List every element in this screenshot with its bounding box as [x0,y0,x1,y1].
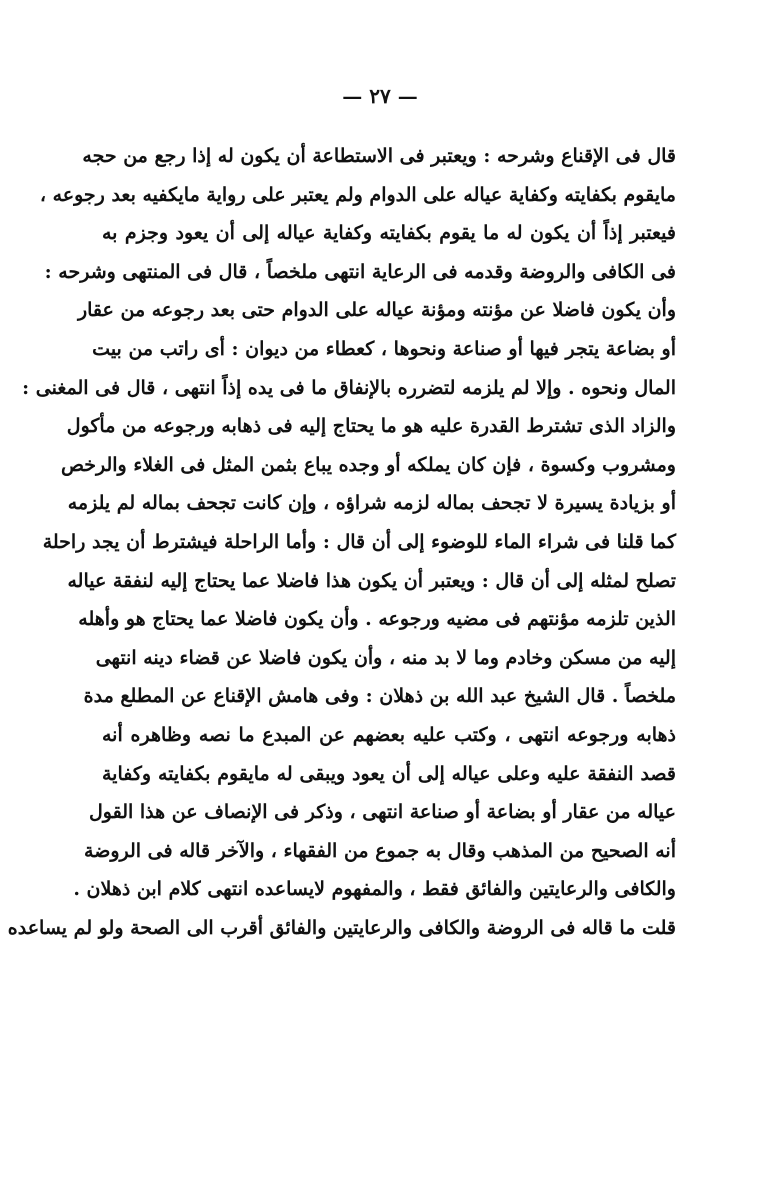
text-line: قصد النفقة عليه وعلى عياله إلى أن يعود ويبقى له مايقوم بكفايته وكفاية [102,762,676,785]
text-line: تصلح لمثله إلى أن قال : ويعتبر أن يكون هذا فاضلا عما يحتاج إليه لنفقة عياله [67,569,676,592]
text-line: إليه من مسكن وخادم وما لا بد منه ، وأن يكون فاضلا عن قضاء دينه انتهى [95,646,676,669]
text-line: مايقوم بكفايته وكفاية عياله على الدوام ولم يعتبر على رواية مايكفيه بعد رجوعه ، [39,183,676,206]
page-number: — ٢٧ — [342,84,418,108]
text-line: ذهابه ورجوعه انتهى ، وكتب عليه بعضهم عن المبدع ما نصه وظاهره أنه [102,723,676,746]
text-line: قال فى الإقناع وشرحه : ويعتبر فى الاستطاعة أن يكون له إذا رجع من حجه [82,145,676,167]
text-line: وأن يكون فاضلا عن مؤنته ومؤنة عياله على الدوام حتى بعد رجوعه من عقار [77,299,676,322]
text-line: المال ونحوه . وإلا لم يلزمه لتضرره بالإنفاق ما فى يده إذاً انتهى ، قال فى المغنى : [22,376,676,399]
text-line: أو بضاعة يتجر فيها أو صناعة ونحوها ، كعطاء من ديوان : أى راتب من بيت [92,337,676,360]
text-line: ومشروب وكسوة ، فإن كان يملكه أو وجده يباع بثمن المثل فى الغلاء والرخص [60,453,676,476]
text-line: فى الكافى والروضة وقدمه فى الرعاية انتهى ملخصاً ، قال فى المنتهى وشرحه : [44,260,676,283]
text-line: أو بزيادة يسيرة لا تجحف بماله لزمه شراؤه ، وإن كانت تجحف بماله لم يلزمه [67,492,676,515]
text-line: والزاد الذى تشترط القدرة عليه هو ما يحتاج إليه فى ذهابه ورجوعه من مأكول [66,415,676,438]
body-text [7,137,676,947]
text-line: الذين تلزمه مؤنتهم فى مضيه ورجوعه . وأن يكون فاضلا عما يحتاج هو وأهله [78,608,676,631]
text-line: قلت ما قاله فى الروضة والكافى والرعايتين والفائق أقرب الى الصحة ولو لم يساعده [7,916,676,939]
text-line: فيعتبر إذاً أن يكون له ما يقوم بكفايته وكفاية عياله إلى أن يعود وجزم به [102,222,676,245]
text-line: أنه الصحيح من المذهب وقال به جموع من الفقهاء ، والآخر قاله فى الروضة [84,839,676,862]
text-line: والكافى والرعايتين والفائق فقط ، والمفهوم لايساعده انتهى كلام ابن ذهلان . [73,878,676,901]
text-line: كما قلنا فى شراء الماء للوضوء إلى أن قال : وأما الراحلة فيشترط أن يجد راحلة [42,530,676,553]
text-line: عياله من عقار أو بضاعة أو صناعة انتهى ، وذكر فى الإنصاف عن هذا القول [88,801,676,824]
text-line: ملخصاً . قال الشيخ عبد الله بن ذهلان : وفى هامش الإقناع عن المطلع مدة [83,685,676,708]
